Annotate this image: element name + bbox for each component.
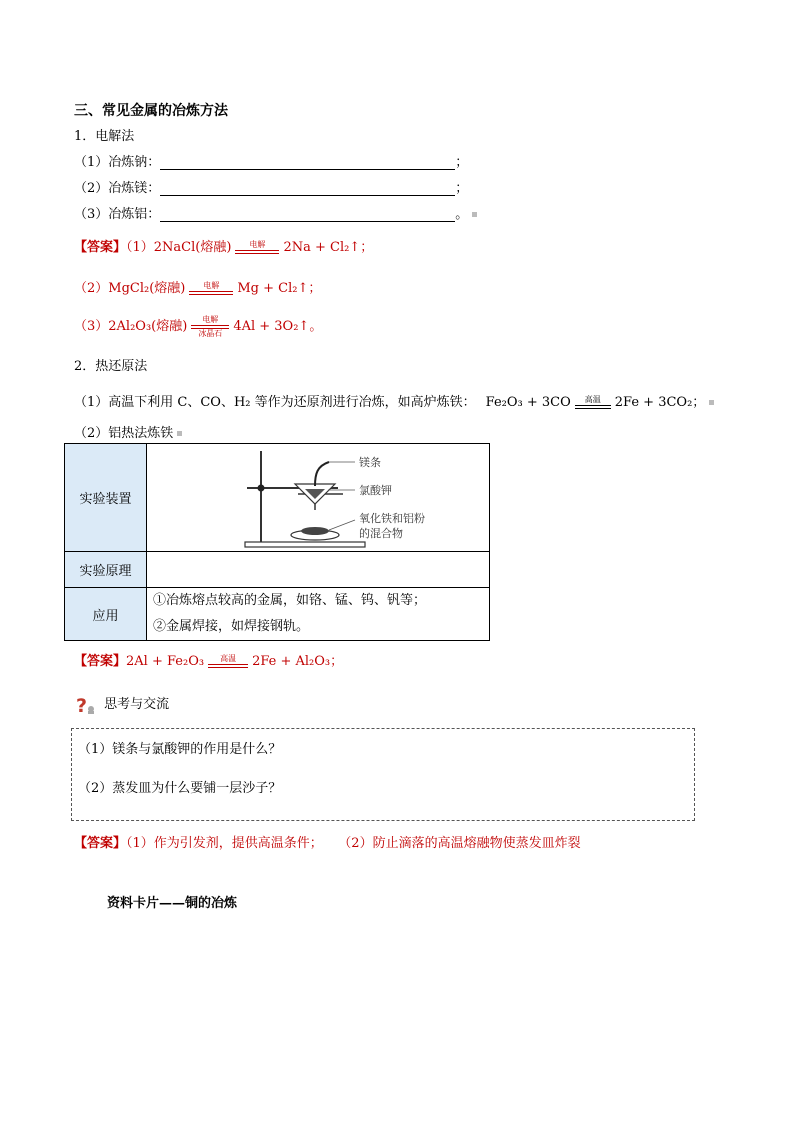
item-text: （2）铝热法炼铁: [74, 426, 174, 441]
thermal-item-1: [74, 391, 714, 410]
blank-label: （3）冶炼铝：: [74, 207, 161, 222]
label-mixture-line2: 的混合物: [359, 526, 403, 540]
equation-right: 4Al + 3O₂↑。: [233, 319, 323, 334]
thermal-heading: 2．热还原法: [74, 359, 148, 374]
application-line: ①冶炼熔点较高的金属，如铬、锰、钨、钒等；: [153, 593, 427, 608]
equation-right: 2Fe + 3CO₂；: [614, 395, 706, 410]
equation-left: （2）MgCl₂(熔融): [74, 281, 186, 296]
blank-end: ；: [455, 181, 469, 196]
answer-part-1: （1）作为引发剂，提供高温条件；: [126, 836, 323, 851]
thermite-apparatus-diagram: [233, 446, 483, 550]
blank-item-aluminum: [74, 203, 477, 222]
paragraph-marker-icon: [177, 431, 182, 436]
answer-blank[interactable]: [160, 155, 455, 170]
condition-top: 电解: [203, 281, 220, 290]
condition-top: 电解: [249, 240, 266, 249]
equation-right: 2Fe + Al₂O₃；: [252, 654, 344, 669]
reaction-condition: [189, 282, 233, 295]
principle-cell[interactable]: [147, 552, 490, 588]
condition-top: 高温: [584, 395, 601, 404]
blank-end: ；: [455, 155, 469, 170]
reaction-condition: [235, 241, 279, 254]
equation-right: 2Na + Cl₂↑；: [283, 240, 374, 255]
discussion-question-1: （1）镁条与氯酸钾的作用是什么？: [78, 742, 282, 757]
answer-tag: 【答案】: [74, 836, 127, 851]
answer-blank[interactable]: [160, 207, 455, 222]
thermal-item-2: [74, 422, 182, 441]
table-row: [65, 444, 490, 552]
equation-right: Mg + Cl₂↑；: [237, 281, 322, 296]
label-potassium-chlorate: 氯酸钾: [359, 483, 392, 497]
answer-line-1: [74, 236, 373, 255]
application-line: ②金属焊接，如焊接钢轨。: [153, 619, 310, 634]
row-head-apparatus: 实验装置: [65, 444, 147, 552]
reaction-condition: [208, 655, 248, 668]
label-mixture-line1: 氧化铁和铝粉: [359, 511, 425, 525]
application-cell: [147, 588, 490, 641]
condition-bottom: 冰晶石: [198, 328, 223, 338]
reaction-condition: [191, 316, 229, 338]
condition-top: 电解: [202, 314, 219, 324]
apparatus-cell: [147, 444, 490, 552]
item-text: （1）高温下利用 C、CO、H₂ 等作为还原剂进行冶炼，如高炉炼铁：: [74, 395, 476, 410]
experiment-table: [64, 443, 490, 641]
blank-label: （1）冶炼钠：: [74, 155, 161, 170]
equation-left: （1）2NaCl(熔融): [126, 240, 232, 255]
row-head-principle: 实验原理: [65, 552, 147, 588]
blank-item-magnesium: [74, 177, 468, 196]
equation-left: （3）2Al₂O₃(熔融): [74, 319, 188, 334]
discussion-answer: [74, 832, 581, 851]
think-header: [74, 693, 169, 715]
blank-item-sodium: [74, 151, 468, 170]
table-row: [65, 552, 490, 588]
table-row: [65, 588, 490, 641]
answer-part-2: （2）防止滴落的高温熔融物使蒸发皿炸裂: [344, 836, 581, 851]
section-title: 三、常见金属的冶炼方法: [74, 103, 228, 119]
discussion-question-2: （2）蒸发皿为什么要铺一层沙子？: [78, 781, 282, 796]
thermite-answer: [74, 650, 343, 669]
paragraph-marker-icon: [472, 212, 477, 217]
blank-end: 。: [455, 207, 469, 222]
row-head-application: 应用: [65, 588, 147, 641]
label-magnesium: 镁条: [359, 455, 381, 469]
equation-left: Fe₂O₃ + 3CO: [485, 395, 571, 410]
answer-blank[interactable]: [160, 181, 455, 196]
answer-tag: 【答案】: [74, 240, 127, 255]
electrolysis-heading: 1．电解法: [74, 129, 135, 144]
blank-label: （2）冶炼镁：: [74, 181, 161, 196]
info-card-title: 资料卡片——铜的冶炼: [107, 896, 238, 911]
answer-line-3: [74, 315, 322, 338]
question-mark-icon: [74, 695, 98, 715]
answer-tag: 【答案】: [74, 654, 127, 669]
think-title: 思考与交流: [104, 697, 170, 712]
svg-text:?: ?: [76, 694, 88, 715]
equation-left: 2Al + Fe₂O₃: [126, 654, 205, 669]
condition-top: 高温: [220, 654, 237, 663]
reaction-condition: [575, 396, 611, 409]
paragraph-marker-icon: [709, 400, 714, 405]
answer-line-2: [74, 277, 321, 296]
